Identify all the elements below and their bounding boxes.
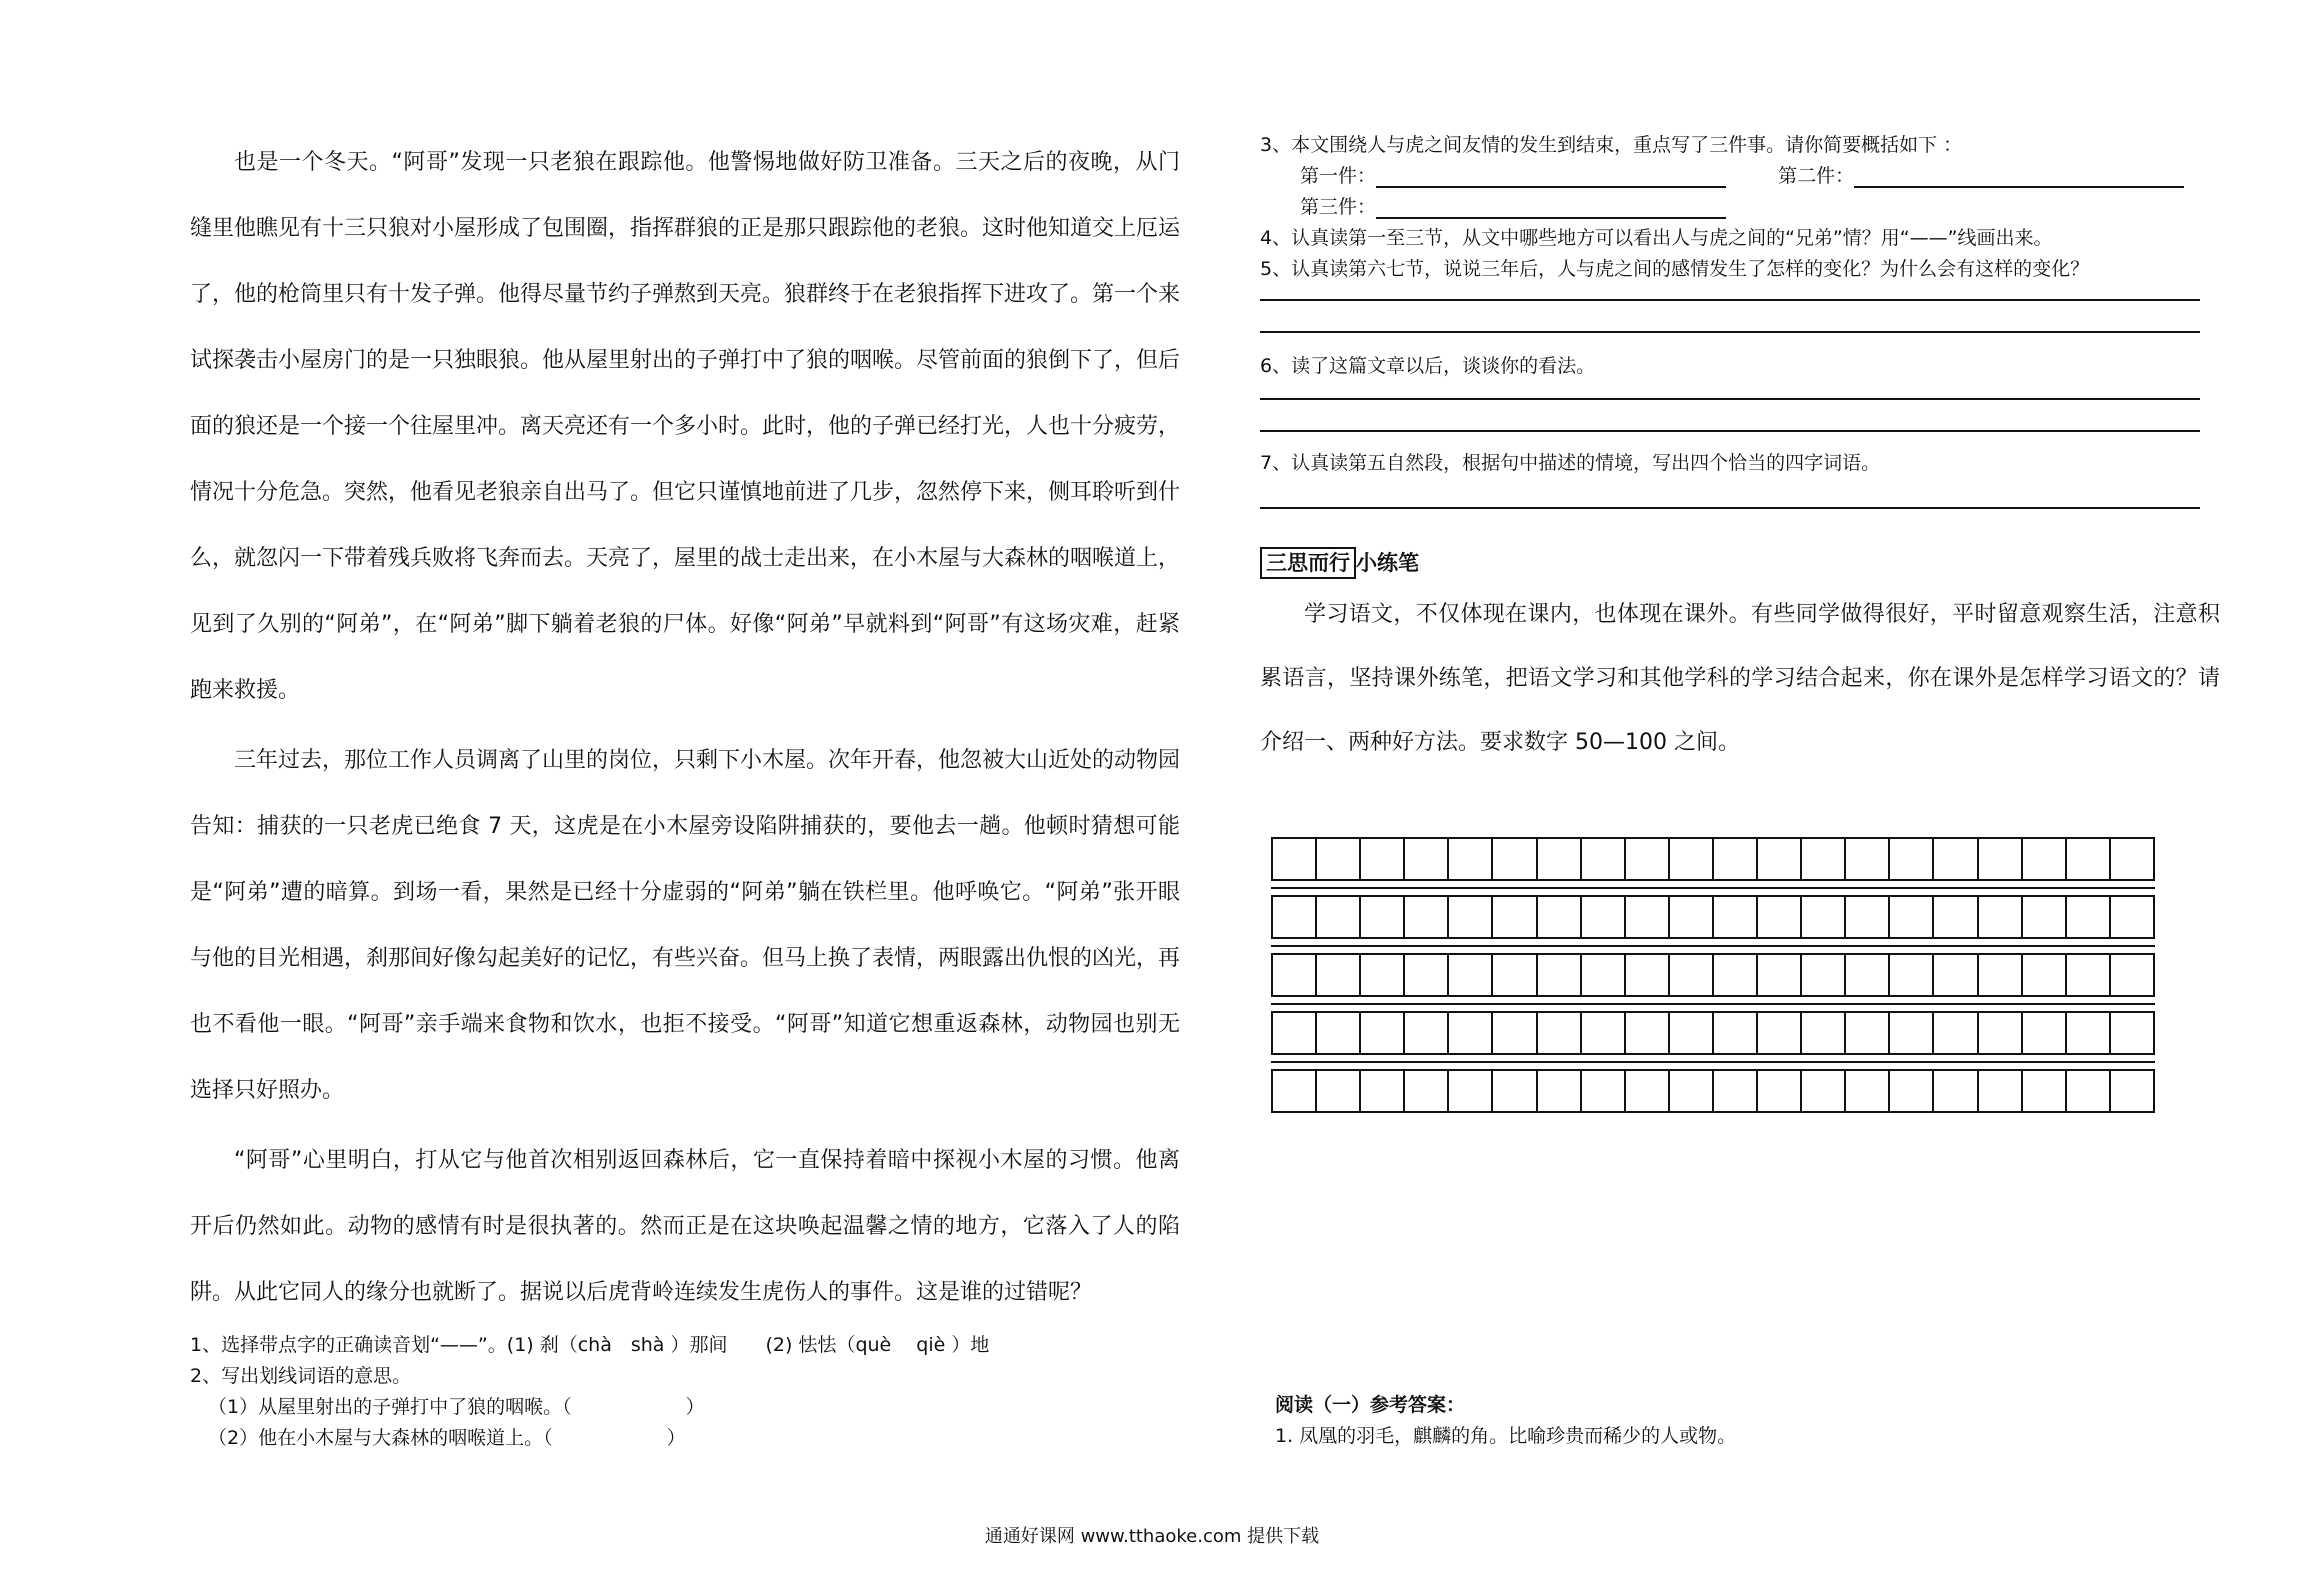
question-1: 1、选择带点字的正确读音划“——”。(1) 刹（chà shà ）那间 (2) 怯怯（què qiè ）地	[190, 1334, 990, 1356]
grid-cell[interactable]	[1361, 1013, 1405, 1053]
footer: 通通好课网 www.tthaoke.com 提供下载	[984, 1526, 1320, 1547]
grid-cell[interactable]	[2111, 1071, 2153, 1111]
grid-separator	[1271, 1003, 2155, 1005]
grid-cell[interactable]	[1317, 1071, 1361, 1111]
grid-cell[interactable]	[1934, 1071, 1978, 1111]
grid-row[interactable]	[1271, 1011, 2155, 1055]
grid-cell[interactable]	[1361, 955, 1405, 995]
grid-row[interactable]	[1271, 837, 2155, 881]
grid-cell[interactable]	[1317, 1013, 1361, 1053]
q5-answer-line-1[interactable]	[1260, 299, 2200, 301]
grid-cell[interactable]	[1493, 1013, 1537, 1053]
grid-cell[interactable]	[1802, 1071, 1846, 1111]
grid-cell[interactable]	[1493, 897, 1537, 937]
grid-cell[interactable]	[1979, 897, 2023, 937]
grid-cell[interactable]	[1626, 839, 1670, 879]
grid-cell[interactable]	[1449, 839, 1493, 879]
grid-cell[interactable]	[2023, 955, 2067, 995]
grid-row[interactable]	[1271, 895, 2155, 939]
grid-cell[interactable]	[1846, 955, 1890, 995]
grid-cell[interactable]	[2023, 1013, 2067, 1053]
grid-cell[interactable]	[1361, 839, 1405, 879]
grid-cell[interactable]	[1670, 1071, 1714, 1111]
grid-cell[interactable]	[1979, 839, 2023, 879]
grid-cell[interactable]	[1626, 1013, 1670, 1053]
answers-section	[1275, 1390, 2175, 1452]
grid-cell[interactable]	[1714, 955, 1758, 995]
grid-cell[interactable]	[1317, 897, 1361, 937]
q3-third-label: 第三件：	[1300, 196, 1377, 218]
grid-cell[interactable]	[1405, 1013, 1449, 1053]
grid-cell[interactable]	[1714, 897, 1758, 937]
grid-cell[interactable]	[1802, 897, 1846, 937]
grid-cell[interactable]	[1361, 897, 1405, 937]
grid-cell[interactable]	[1582, 839, 1626, 879]
grid-cell[interactable]	[1626, 955, 1670, 995]
grid-cell[interactable]	[1890, 1071, 1934, 1111]
right-column	[1260, 130, 2220, 775]
grid-cell[interactable]	[1273, 839, 1317, 879]
q6-answer-line-2[interactable]	[1260, 430, 2200, 432]
grid-cell[interactable]	[1979, 955, 2023, 995]
answers-title: 阅读（一）参考答案：	[1275, 1394, 1466, 1416]
grid-cell[interactable]	[1582, 1071, 1626, 1111]
grid-cell[interactable]	[1934, 955, 1978, 995]
practice-title: 小练笔	[1356, 551, 1419, 575]
grid-cell[interactable]	[1802, 955, 1846, 995]
grid-cell[interactable]	[1493, 1071, 1537, 1111]
grid-cell[interactable]	[1846, 1071, 1890, 1111]
grid-separator	[1271, 945, 2155, 947]
grid-cell[interactable]	[1758, 1071, 1802, 1111]
q3-first-label: 第一件：	[1300, 165, 1377, 187]
grid-cell[interactable]	[1405, 955, 1449, 995]
q5-answer-line-2[interactable]	[1260, 331, 2200, 333]
grid-cell[interactable]	[1405, 839, 1449, 879]
grid-cell[interactable]	[2111, 897, 2153, 937]
grid-cell[interactable]	[1714, 839, 1758, 879]
grid-cell[interactable]	[1714, 1071, 1758, 1111]
grid-cell[interactable]	[1449, 897, 1493, 937]
grid-cell[interactable]	[1626, 897, 1670, 937]
question-2b: （2）他在小木屋与大森林的咽喉道上。（ ）	[208, 1427, 686, 1449]
grid-cell[interactable]	[1405, 897, 1449, 937]
grid-cell[interactable]	[1538, 897, 1582, 937]
grid-cell[interactable]	[1273, 897, 1317, 937]
grid-cell[interactable]	[1493, 839, 1537, 879]
grid-cell[interactable]	[1802, 839, 1846, 879]
question-2: 2、写出划线词语的意思。	[190, 1365, 412, 1387]
grid-cell[interactable]	[1979, 1071, 2023, 1111]
grid-cell[interactable]	[1273, 955, 1317, 995]
grid-cell[interactable]	[2067, 1013, 2111, 1053]
grid-cell[interactable]	[1538, 1013, 1582, 1053]
passage-paragraph-2: 三年过去，那位工作人员调离了山里的岗位，只剩下小木屋。次年开春，他忽被大山近处的动物园告知：捕获的一只老虎已绝食 7 天，这虎是在小木屋旁设陷阱捕获的，要他去一趟。他顿时猜想可能是“阿弟”遭的暗算。到场一看，果然是已经十分虚弱的“阿弟”躺在铁栏里。他呼唤它。“阿弟”张开眼与他的目光相遇，刹那间好像勾起美好的记忆，有些兴奋。但马上换了表情，两眼露出仇恨的凶光，再也不看他一眼。“阿哥”亲手端来食物和饮水，也拒不接受。“阿哥”知道它想重返森林，动物园也别无选择只好照办。	[190, 748, 1181, 1103]
grid-cell[interactable]	[2111, 839, 2153, 879]
passage-paragraph-3: “阿哥”心里明白，打从它与他首次相别返回森林后，它一直保持着暗中探视小木屋的习惯。他离开后仍然如此。动物的感情有时是很执著的。然而正是在这块唤起温馨之情的地方，它落入了人的陷阱。从此它同人的缘分也就断了。据说以后虎背岭连续发生虎伤人的事件。这是谁的过错呢？	[190, 1148, 1180, 1305]
question-7: 7、认真读第五自然段，根据句中描述的情境，写出四个恰当的四字词语。	[1260, 452, 1881, 474]
grid-cell[interactable]	[1449, 1013, 1493, 1053]
grid-cell[interactable]	[1538, 955, 1582, 995]
q7-answer-line[interactable]	[1260, 507, 2200, 509]
grid-cell[interactable]	[1846, 1013, 1890, 1053]
grid-cell[interactable]	[1890, 897, 1934, 937]
grid-cell[interactable]	[2067, 897, 2111, 937]
grid-cell[interactable]	[1670, 955, 1714, 995]
grid-cell[interactable]	[1449, 1071, 1493, 1111]
grid-cell[interactable]	[1846, 839, 1890, 879]
q6-answer-line-1[interactable]	[1260, 398, 2200, 400]
q3-second-blank[interactable]	[1854, 166, 2184, 188]
question-3: 3、本文围绕人与虎之间友情的发生到结束，重点写了三件事。请你简要概括如下 ：	[1260, 134, 1963, 156]
practice-tag: 三思而行	[1260, 547, 1356, 579]
grid-cell[interactable]	[2067, 1071, 2111, 1111]
grid-cell[interactable]	[1670, 897, 1714, 937]
grid-row[interactable]	[1271, 953, 2155, 997]
grid-cell[interactable]	[1493, 955, 1537, 995]
writing-grid[interactable]	[1271, 837, 2155, 1123]
grid-cell[interactable]	[1758, 897, 1802, 937]
grid-separator	[1271, 887, 2155, 889]
question-3-line-2	[1260, 192, 2220, 223]
grid-cell[interactable]	[1538, 839, 1582, 879]
grid-cell[interactable]	[1317, 839, 1361, 879]
grid-cell[interactable]	[1670, 839, 1714, 879]
grid-cell[interactable]	[1714, 1013, 1758, 1053]
grid-cell[interactable]	[2067, 839, 2111, 879]
grid-cell[interactable]	[1670, 1013, 1714, 1053]
grid-cell[interactable]	[2111, 955, 2153, 995]
grid-cell[interactable]	[1538, 1071, 1582, 1111]
left-column	[190, 130, 1180, 1454]
grid-cell[interactable]	[1317, 955, 1361, 995]
grid-cell[interactable]	[1582, 1013, 1626, 1053]
grid-cell[interactable]	[1846, 897, 1890, 937]
practice-body: 学习语文，不仅体现在课内，也体现在课外。有些同学做得很好，平时留意观察生活，注意积累语言，坚持课外练笔，把语文学习和其他学科的学习结合起来，你在课外是怎样学习语文的？请介绍一、两种好方法。要求数字 50—100 之间。	[1260, 602, 2220, 755]
grid-cell[interactable]	[1626, 1071, 1670, 1111]
grid-cell[interactable]	[2023, 897, 2067, 937]
grid-cell[interactable]	[2023, 1071, 2067, 1111]
question-5: 5、认真读第六七节，说说三年后，人与虎之间的感情发生了怎样的变化？为什么会有这样的变化？	[1260, 258, 2090, 280]
grid-cell[interactable]	[2111, 1013, 2153, 1053]
answer-1: 1. 凤凰的羽毛，麒麟的角。比喻珍贵而稀少的人或物。	[1275, 1425, 1737, 1447]
grid-cell[interactable]	[1273, 1071, 1317, 1111]
grid-cell[interactable]	[1273, 1013, 1317, 1053]
grid-cell[interactable]	[1890, 839, 1934, 879]
grid-cell[interactable]	[1582, 897, 1626, 937]
grid-cell[interactable]	[1405, 1071, 1449, 1111]
grid-row[interactable]	[1271, 1069, 2155, 1113]
question-6: 6、读了这篇文章以后，谈谈你的看法。	[1260, 355, 1596, 377]
q3-second-label: 第二件：	[1778, 165, 1855, 187]
grid-cell[interactable]	[1890, 1013, 1934, 1053]
practice-heading	[1260, 547, 2220, 577]
grid-cell[interactable]	[1979, 1013, 2023, 1053]
question-2a: （1）从屋里射出的子弹打中了狼的咽喉。（ ）	[208, 1396, 705, 1418]
grid-cell[interactable]	[1934, 897, 1978, 937]
grid-cell[interactable]	[1582, 955, 1626, 995]
grid-cell[interactable]	[1758, 1013, 1802, 1053]
grid-cell[interactable]	[1758, 839, 1802, 879]
grid-cell[interactable]	[1890, 955, 1934, 995]
grid-cell[interactable]	[2023, 839, 2067, 879]
grid-cell[interactable]	[1449, 955, 1493, 995]
grid-cell[interactable]	[1934, 839, 1978, 879]
grid-cell[interactable]	[2067, 955, 2111, 995]
question-4: 4、认真读第一至三节，从文中哪些地方可以看出人与虎之间的“兄弟”情？用“——”线画出来。	[1260, 227, 2053, 249]
grid-cell[interactable]	[1934, 1013, 1978, 1053]
question-3-line-1	[1260, 161, 2220, 192]
q3-first-blank[interactable]	[1376, 166, 1726, 188]
grid-separator	[1271, 1061, 2155, 1063]
grid-cell[interactable]	[1802, 1013, 1846, 1053]
q3-third-blank[interactable]	[1376, 197, 1726, 219]
grid-cell[interactable]	[1361, 1071, 1405, 1111]
passage-paragraph-1: 也是一个冬天。“阿哥”发现一只老狼在跟踪他。他警惕地做好防卫准备。三天之后的夜晚，从门缝里他瞧见有十三只狼对小屋形成了包围圈，指挥群狼的正是那只跟踪他的老狼。这时他知道交上厄运了，他的枪筒里只有十发子弹。他得尽量节约子弹熬到天亮。狼群终于在老狼指挥下进攻了。第一个来试探袭击小屋房门的是一只独眼狼。他从屋里射出的子弹打中了狼的咽喉。尽管前面的狼倒下了，但后面的狼还是一个接一个往屋里冲。离天亮还有一个多小时。此时，他的子弹已经打光，人也十分疲劳，情况十分危急。突然，他看见老狼亲自出马了。但它只谨慎地前进了几步，忽然停下来，侧耳聆听到什么，就忽闪一下带着残兵败将飞奔而去。天亮了，屋里的战士走出来，在小木屋与大森林的咽喉道上，见到了久别的“阿弟”，在“阿弟”脚下躺着老狼的尸体。好像“阿弟”早就料到“阿哥”有这场灾难，赶紧跑来救援。	[190, 150, 1181, 703]
grid-cell[interactable]	[1758, 955, 1802, 995]
left-questions	[190, 1330, 1180, 1454]
